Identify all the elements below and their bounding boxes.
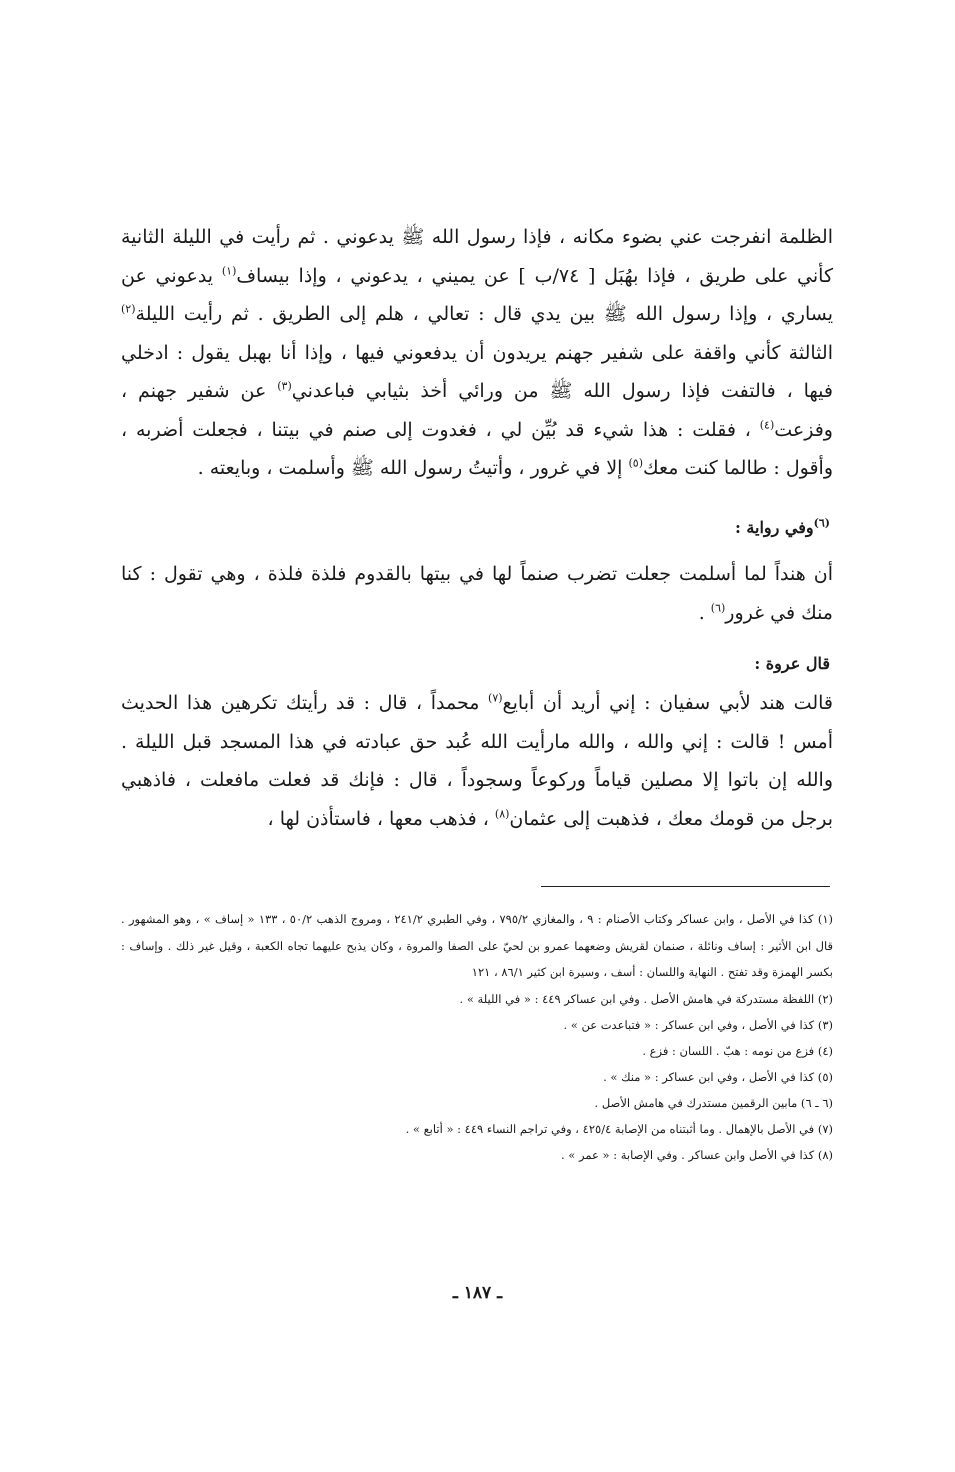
section-heading-urwa: قال عروة : [754,654,830,673]
footnote-ref-1: (١) [221,264,237,278]
footnote-4: (٤) فزع من نومه : هبّ . اللسان : فزع . [642,1043,833,1058]
footnote-ref-2: (٢) [121,302,136,316]
footnote-ref-5: (٥) [628,456,644,470]
footnote-7: (٧) في الأصل بالإهمال . وما أثبتناه من الإصابة ٤٢٥/٤ ، وفي تراجم النساء ٤٤٩ : « أتابع » . [405,1121,833,1136]
footnote-6: (٦ ـ ٦) مابين الرقمين مستدرك في هامش الأصل . [594,1095,833,1110]
footnotes-list [121,906,833,1168]
section-heading-riwaya: $^{(٦)}$وفي رواية : [734,516,830,537]
body-paragraph-3: قالت هند لأبي سفيان : إني أريد أن أبايع$^{(٧)}$ محمداً ، قال : قد رأيتك تكرهين هذا الحديث أمس ! قالت : إني والله ، والله مارأيت الله عُبد حق عبادته في هذا المسجد قبل الليلة . والله إن باتوا إلا مصلين قياماً وركوعاً وسجوداً ، قال : فإنك قد فعلت مافعلت ، فاذهبي برجل من قومك معك ، فذهبت إلى عثمان$^{(٨)}$ ، فذهب معها ، فاستأذن لها ، [121,691,833,830]
footnote-divider [541,886,830,887]
body-paragraph-1: الظلمة انفرجت عني بضوء مكانه ، فإذا رسول الله ﷺ يدعوني . ثم رأيت في الليلة الثانية كأني على طريق ، فإذا بهُبَل [ ٧٤/ب ] عن يميني ، يدعوني ، وإذا بيساف$^{(١)}$ يدعوني عن يساري ، وإذا رسول الله ﷺ بين يدي قال : تعالي ، هلم إلى الطريق . ثم رأيت الليلة$^{(٢)}$ الثالثة كأني واقفة على شفير جهنم يريدون أن يدفعوني فيها ، وإذا أنا بهبل يقول : ادخلي فيها ، فالتفت فإذا رسول الله ﷺ من ورائي أخذ بثيابي فباعدني$^{(٣)}$ عن شفير جهنم ، وفزعت$^{(٤)}$ ، فقلت : هذا شيء قد بُيِّن لي ، فغدوت إلى صنم في بيتنا ، فجعلت أضربه ، وأقول : طالما كنت معك$^{(٥)}$ إلا في غرور ، وأتيتُ رسول الله ﷺ وأسلمت ، وبايعته . [121,226,833,479]
footnote-8: (٨) كذا في الأصل وابن عساكر . وفي الإصابة : « عمر » . [561,1147,833,1162]
footnote-ref-8: (٨) [494,807,510,821]
footnote-ref-3: (٣) [277,379,292,393]
footnote-ref-7: (٧) [488,691,503,705]
footnote-ref-6-close: (٦) [710,601,726,615]
footnote-2: (٢) اللفظة مستدركة في هامش الأصل . وفي ابن عساكر ٤٤٩ : « في الليلة » . [459,991,833,1006]
footnote-3: (٣) كذا في الأصل ، وفي ابن عساكر : « فتباعدت عن » . [563,1017,833,1032]
footnote-5: (٥) كذا في الأصل ، وفي ابن عساكر : « منك » . [603,1069,833,1084]
page-number: ـ ١٨٧ ـ [452,1283,503,1303]
footnote-ref-6-open: (٦) [813,516,830,530]
footnote-1: (١) كذا في الأصل ، وابن عساكر وكتاب الأصنام : ٩ ، والمغازي ٧٩٥/٢ ، وفي الطبري ٢٤١/٢ ، ومروج الذهب ٥٠/٢ ، ١٣٣ « إساف » ، وهو المشهور . قال ابن الأثير : إساف ونائلة ، صنمان لقريش وضعهما عمرو بن لحيّ على الصفا والمروة ، وكان يذبح عليهما تجاه الكعبة ، وقيل غير ذلك . وإساف : بكسر الهمزة وقد تفتح . النهاية واللسان : أسف ، وسيرة ابن كثير ٨٦/١ ، ١٢١ [121,912,834,979]
footnote-ref-4: (٤) [759,418,775,432]
body-paragraph-2: أن هنداً لما أسلمت جعلت تضرب صنماً لها في بيتها بالقدوم فلذة فلذة ، وهي تقول : كنا منك في غرور$^{(٦)}$ . [121,563,833,624]
